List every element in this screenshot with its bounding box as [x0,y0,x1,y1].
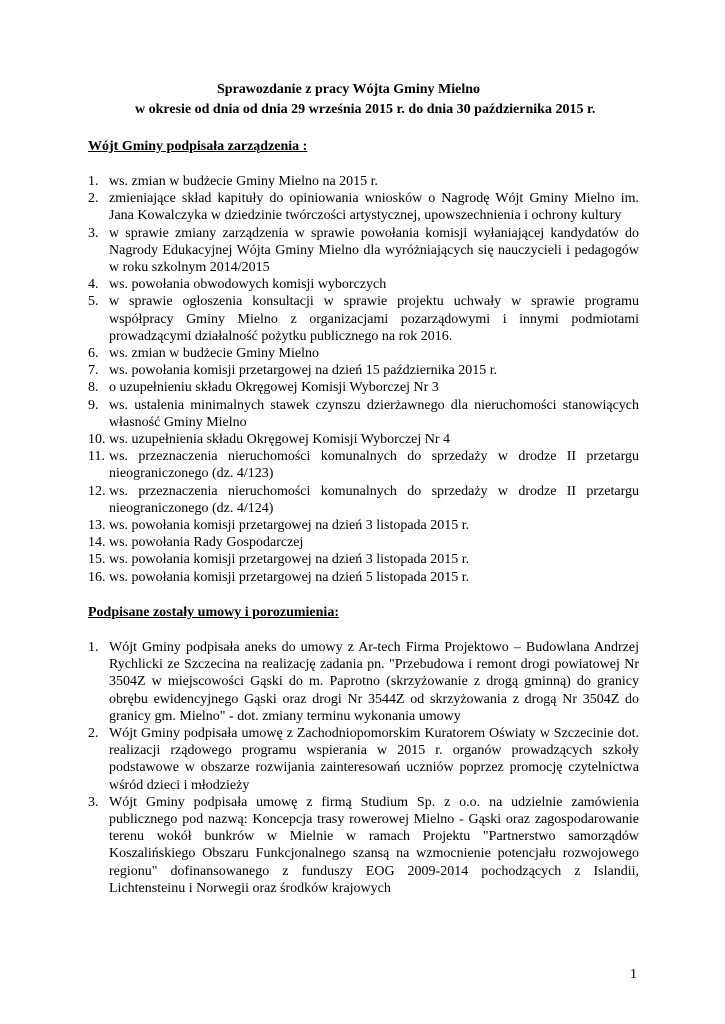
list-item-text: Wójt Gminy podpisała aneks do umowy z Ar-tech Firma Projektowo – Budowlana Andrzej Rychlicki ze Szczecina na realizację zadania pn. "Przebudowa i remont drogi powiatowej Nr 3504Z w miejscowości Gąski do m. Paprotno (skrzyżowanie z drogą gminną) do granicy obrębu ewidencyjnego Gąski oraz drogi Nr 3544Z od skrzyżowania z drogą Nr 3504Z do granicy gm. Mielno" - dot. zmiany terminu wykonania umowy [109,640,639,724]
list-item-number: 4. [88,277,99,293]
list-item-number: 8. [88,380,99,396]
list-item [88,276,639,293]
list-item [88,794,639,897]
list-item [88,293,639,345]
list-item-number: 14. [88,535,106,551]
list-item [88,345,639,362]
list-item-number: 1. [88,640,99,655]
list-item-text: ws. powołania komisji przetargowej na dzień 5 listopada 2015 r. [109,569,470,585]
list-item-number: 6. [88,346,99,362]
list-item-number: 10. [88,432,106,448]
list-item-text: ws. przeznaczenia nieruchomości komunalnych do sprzedaży w drodze II przetargu nieograniczonego (dz. 4/123) [109,449,639,482]
list-item-text: ws. powołania komisji przetargowej na dzień 3 listopada 2015 r. [109,552,470,568]
list-item-number: 3. [88,225,99,241]
list-item [88,397,639,431]
list-item [88,517,639,534]
page-number: 1 [630,967,637,982]
list-item [88,379,639,396]
list-item-number: 2. [88,191,99,207]
list-item-number: 15. [88,552,106,568]
report-title: Sprawozdanie z pracy Wójta Gminy Mielno [217,82,481,97]
list-item-text: ws. powołania Rady Gospodarczej [109,535,304,551]
list-item [88,569,639,586]
list-item-text: Wójt Gminy podpisała umowę z firmą Studium Sp. z o.o. na udzielnie zamówienia publicznego pod nazwą: Koncepcja trasy rowerowej Mielno - Gąski oraz zagospodarowanie terenu wokół bunkrów w Mielnie w ramach Projektu "Partnerstwo samorządów Koszalińskiego Obszaru Funkcjonalnego szansą na wzmocnienie potencjału rozwojowego regionu" dofinansowanego z funduszy EOG 2009-2014 pochodzących z Islandii, Lichtensteinu i Norwegii oraz środków krajowych [109,794,639,896]
list-item-text: ws. uzupełnienia składu Okręgowej Komisji Wyborczej Nr 4 [109,432,451,448]
section-heading-orders: Wójt Gminy podpisała zarządzenia : [88,139,308,154]
agreements-list [88,639,639,897]
section-heading-agreements: Podpisane zostały umowy i porozumienia: [88,605,339,620]
list-item-number: 5. [88,294,99,310]
list-item [88,725,639,794]
list-item-text: ws. powołania komisji przetargowej na dzień 3 listopada 2015 r. [109,518,470,534]
list-item [88,551,639,568]
list-item-number: 11. [88,449,105,465]
list-item [88,483,639,517]
list-item [88,448,639,482]
report-period: w okresie od dnia od dnia 29 września 2015 r. do dnia 30 października 2015 r. [135,102,596,117]
list-item-number: 3. [88,794,99,810]
list-item-text: o uzupełnieniu składu Okręgowej Komisji Wyborczej Nr 3 [109,380,439,396]
orders-list [88,173,639,586]
list-item [88,362,639,379]
list-item-number: 16. [88,569,106,585]
list-item-text: zmieniające skład kapituły do opiniowania wniosków o Nagrodę Wójt Gminy Mielno im. Jana Kowalczyka w dziedzinie twórczości artystycznej, upowszechnienia i ochrony kultury [109,191,639,224]
list-item-text: ws. zmian w budżecie Gminy Mielno [109,346,319,362]
list-item-number: 1. [88,174,99,189]
list-item-number: 2. [88,726,99,742]
list-item-text: ws. powołania obwodowych komisji wyborczych [109,277,387,293]
list-item-text: w sprawie ogłoszenia konsultacji w sprawie projektu uchwały w sprawie programu współpracy Gminy Mielno z organizacjami pozarządowymi i innymi podmiotami prowadzącymi działalność pożytku publicznego na rok 2016. [109,294,639,344]
list-item-number: 7. [88,363,99,379]
list-item-text: ws. przeznaczenia nieruchomości komunalnych do sprzedaży w drodze II przetargu nieograniczonego (dz. 4/124) [109,483,639,516]
list-item-text: w sprawie zmiany zarządzenia w sprawie powołania komisji wyłaniającej kandydatów do Nagrody Edukacyjnej Wójta Gminy Mielno dla wyróżniających się nauczycieli i pedagogów w roku szkolnym 2014/2015 [109,225,639,276]
list-item-text: ws. zmian w budżecie Gminy Mielno na 2015 r. [109,174,379,189]
list-item [88,190,639,224]
list-item-number: 12. [88,483,106,499]
list-item [88,639,639,725]
list-item [88,534,639,551]
list-item-number: 9. [88,397,99,413]
list-item [88,225,639,277]
list-item [88,431,639,448]
list-item-number: 13. [88,518,106,534]
list-item-text: ws. ustalenia minimalnych stawek czynszu dzierżawnego dla nieruchomości stanowiących własność Gminy Mielno [109,397,639,430]
list-item-text: ws. powołania komisji przetargowej na dzień 15 października 2015 r. [109,363,498,379]
list-item-text: Wójt Gminy podpisała umowę z Zachodniopomorskim Kuratorem Oświaty w Szczecinie dot. realizacji rządowego programu wspierania w 2015 r. organów prowadzących szkoły podstawowe w obszarze rozwijania zainteresowań uczniów poprzez promocję czytelnictwa wśród dzieci i młodzieży [109,726,639,793]
list-item [88,173,639,190]
